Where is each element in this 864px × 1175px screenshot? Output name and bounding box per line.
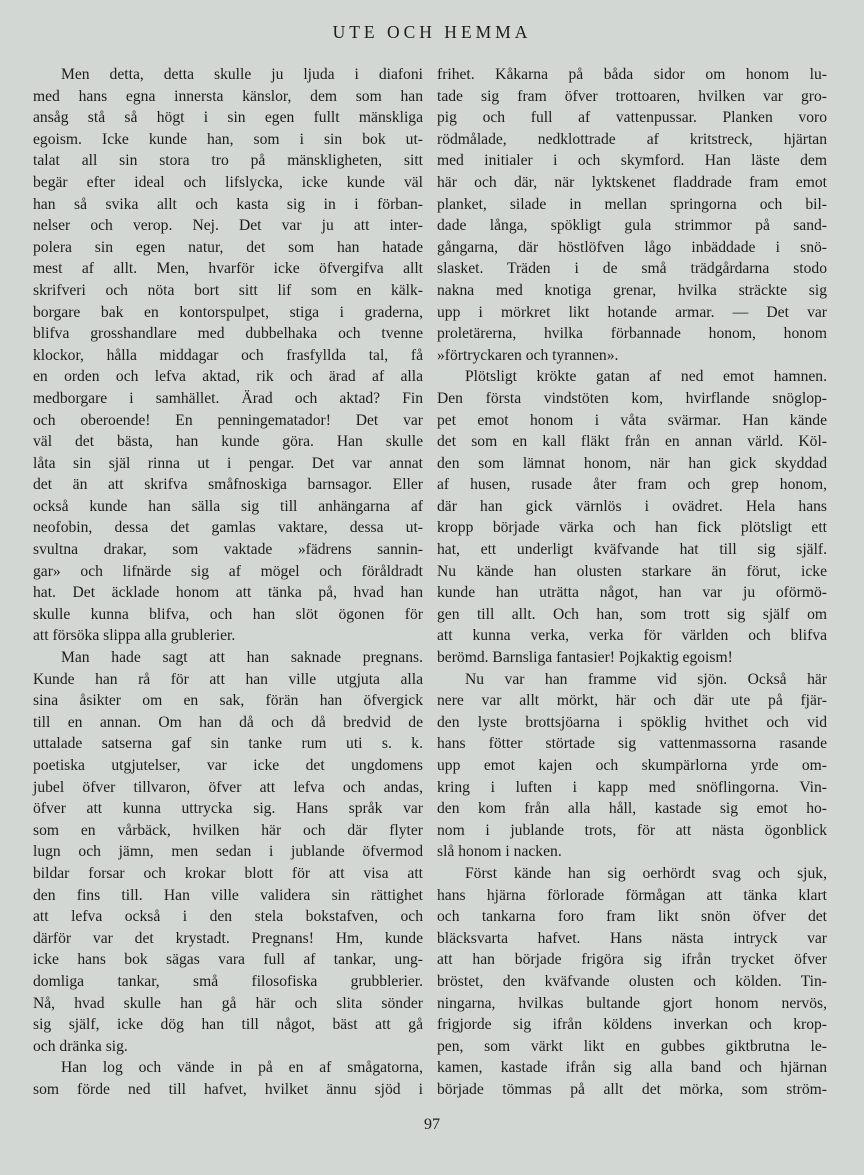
right-column-line: Nu kände han olusten starkare än förut, icke <box>437 562 827 580</box>
right-column-line: gen till allt. Och han, som trott sig själf om <box>437 605 827 623</box>
right-column-line: frihet. Kåkarna på båda sidor om honom lu- <box>437 66 827 83</box>
right-column-line: tade sig fram öfver trottoaren, hvilken var gro- <box>437 87 827 105</box>
right-column-line: Plötsligt krökte gatan af ned emot hamnen. <box>465 368 827 386</box>
left-column-line: Men detta, detta skulle ju ljuda i diafoni <box>61 66 423 83</box>
left-column-line: bildar forsar och krokar blott för att visa att <box>33 864 423 882</box>
left-column-line: låta sin själ rinna ut i pengar. Det var annat <box>33 454 423 472</box>
right-column-line: kropp började värka och han fick plötsligt ett <box>437 519 827 537</box>
page-number: 97 <box>424 1116 440 1133</box>
left-column-line: klockor, hålla middagar och frasfyllda tal, få <box>33 346 423 364</box>
left-column-line: jubel öfver tillvaron, öfver att lefva och andas, <box>33 778 423 796</box>
left-column-line: uttalade satserna gaf sin tanke rum uti s. k. <box>33 735 423 753</box>
right-column-line: pen, som värkt likt en gubbes giktbrutna le- <box>437 1037 827 1055</box>
left-column-line: mest af allt. Men, hvarför icke öfvergifva allt <box>33 260 423 278</box>
left-column-line: sina åsikter om en sak, förän han öfvergick <box>33 692 423 710</box>
left-column-line: talat all sin stora tro på mänskligheten, sitt <box>33 152 423 170</box>
right-column-line: rödmålade, nedklottrade af kritstreck, hjärtan <box>437 130 827 148</box>
left-column-line: Kunde han rå för att han ville utgjuta alla <box>33 670 423 688</box>
running-header: UTE OCH HEMMA <box>332 22 532 42</box>
left-column-line: med hans egna innersta känslor, dem som han <box>33 87 423 105</box>
right-column-line: nom i jublande trots, för att nästa ögonblick <box>437 821 827 839</box>
right-column-line: Den första vindstöten kom, hvirflande snögl​op- <box>437 389 827 407</box>
left-column-line: och oberoende! En penningematador! Det var <box>33 411 423 429</box>
right-column-line: den som lämnat honom, när han gick skyddad <box>437 454 827 472</box>
left-column-line: borgare bak en kontorspulpet, stiga i graderna, <box>33 303 423 321</box>
left-column-line: gar» och lifnärde sig af mögel och föråldradt <box>33 562 423 580</box>
left-column-line: det än att skrifva småfnoskiga barnsagor. Eller <box>33 476 423 494</box>
right-column-line: nakna med knotiga grenar, hvilka sträckte sig <box>437 281 827 299</box>
right-column-line: den lyste brottsjöarna i spöklig hvithet och vid <box>437 713 827 731</box>
left-column-line: väl det bästa, han kunde göra. Han skulle <box>33 433 423 451</box>
left-column-line: till en annan. Om han då och då bredvid de <box>33 713 423 731</box>
left-column-line: ansåg stå så högt i sin egen fullt mänskliga <box>33 109 423 127</box>
left-column-line: som förde ned till hafvet, hvilket ännu sjöd i <box>33 1080 423 1098</box>
left-column-line: medborgare i samhället. Ärad och aktad? Fin <box>33 389 423 407</box>
right-column-line: gångarna, där höstlöfven lågo inbäddade i snö- <box>437 238 827 256</box>
right-column-line: att han började frigöra sig ifrån trycket öfver <box>437 951 827 969</box>
left-column-line: skulle kunna blifva, och han slöt ögonen för <box>33 605 423 623</box>
right-column-line: dade långa, spökligt gula strimmor på sand- <box>437 217 827 235</box>
right-column-line: kring i luften i kapp med snöflingorna. Vin- <box>437 778 827 796</box>
right-column-line: ningarna, hvilkas bultande gjort honom nervös, <box>437 994 827 1012</box>
right-column-line: det som en kall fläkt från en annan värld. Köl- <box>437 433 827 451</box>
right-column <box>437 64 827 1101</box>
right-column-line: planket, silade in mellan springorna och bil- <box>437 195 827 213</box>
left-column-line: och dränka sig. <box>33 1037 128 1055</box>
right-column-line: hans fötter störtade sig vattenmassorna rasande <box>437 735 827 753</box>
left-column-line: den fins till. Han ville validera sin rättighet <box>33 886 423 904</box>
left-column-line: nelser och verop. Nej. Det var ju att inter- <box>33 217 423 235</box>
left-column-line: neofobin, dessa det gamlas vaktare, dessa ut- <box>33 519 423 537</box>
left-column-line: öfver att kunna uttrycka sig. Hans språk var <box>33 800 423 818</box>
right-column-line: nere var allt mörkt, här och där ute på fjär- <box>437 692 827 710</box>
left-column-line: hat. Det äcklade honom att tänka på, hvad han <box>33 584 423 602</box>
right-column-line: slå honom i nacken. <box>437 843 562 861</box>
left-column-line: sig själf, icke dög han till något, bäst att gå <box>33 1016 423 1034</box>
right-column-line: upp emot kajen och skumpärlorna yrde om- <box>437 757 827 774</box>
left-column-line: en orden och lefva aktad, rik och ärad af alla <box>33 368 423 386</box>
right-column-line: hans hjärna förlorade förmågan att tänka klart <box>437 886 827 904</box>
right-column-line: att kunna verka, verka för världen och blifva <box>437 627 827 645</box>
right-column-line: pet emot honom i våta svärmar. Han kände <box>437 411 827 429</box>
left-column-line: svultna drakar, som vaktade »fädrens sannin- <box>33 541 423 559</box>
left-column-line: blifva grosshandlare med dubbelhaka och tvenne <box>33 325 423 343</box>
right-column-line: »förtryckaren och tyrannen». <box>437 346 619 364</box>
left-column-line: domliga tankar, små filosofiska grubblerier. <box>33 972 423 990</box>
right-column-line: slasket. Träden i de små trädgårdarna stodo <box>437 260 827 278</box>
right-column-line: och tankarna foro fram likt snön öfver det <box>437 908 827 926</box>
right-column-line: började tömmas på allt det mörka, som ström- <box>437 1080 827 1098</box>
left-column-line: poetiska utgjutelser, var icke det ungdomens <box>33 757 423 774</box>
right-column-line: Först kände han sig oerhördt svag och sjuk, <box>465 864 827 882</box>
left-column-line: som en vårbäck, hvilken här och där flyter <box>33 821 423 839</box>
left-column-line: därför var det krystadt. Pregnans! Hm, kunde <box>33 929 423 947</box>
right-column-line: af husen, rusade åter fram och grep honom, <box>437 476 827 494</box>
right-column-line: där han gick värnlös i ovädret. Hela hans <box>437 497 827 515</box>
right-column-line: bläcksvarta hafvet. Hans nästa intryck var <box>437 929 827 947</box>
right-column-line: berömd. Barnsliga fantasier! Pojkaktig egoism! <box>437 649 733 667</box>
left-column-line: att försöka slippa alla grublerier. <box>33 627 236 645</box>
left-column-line: han så svika allt och kasta sig in i förban- <box>33 195 423 213</box>
left-column-line: egoism. Icke kunde han, som i sin bok ut- <box>33 130 423 148</box>
right-column-line: upp i mörkret likt hotande armar. — Det var <box>437 303 827 321</box>
right-column-line: kunde han uträtta något, han var ju oförmö- <box>437 584 827 602</box>
right-column-line: Nu var han framme vid sjön. Också här <box>465 670 827 688</box>
right-column-line: kamen, kastade ifrån sig alla band och hjärnan <box>437 1059 827 1077</box>
right-column-line: frigjorde sig ifrån köldens inverkan och krop- <box>437 1016 827 1034</box>
right-column-line: här och där, när lyktskenet fladdrade fram emot <box>437 173 827 191</box>
right-column-line: bröstet, den kväfvande olusten och kölden. Tin- <box>437 972 827 990</box>
right-column-line: hat, ett underligt kväfvande hat till sig själf. <box>437 541 827 559</box>
left-column <box>33 64 423 1101</box>
right-column-line: proletärerna, hvilka förbannade honom, honom <box>437 325 827 343</box>
left-column-line: att lefva också i den stela bokstafven, och <box>33 908 423 926</box>
left-column-line: Nå, hvad skulle han gå här och slita sönder <box>33 994 423 1012</box>
left-column-line: också kunde han sälla sig till anhängarna af <box>33 497 423 515</box>
left-column-line: Man hade sagt att han saknade pregnans. <box>61 649 423 667</box>
left-column-line: polera sin egen natur, det som han hatade <box>33 238 423 256</box>
left-column-line: skrifveri och nöta bort sitt lif som en kälk- <box>33 281 423 299</box>
right-column-line: den kom från alla håll, kastade sig emot ho- <box>437 800 827 818</box>
left-column-line: lugn och jämn, men sedan i jublande öfvermod <box>33 843 423 861</box>
right-column-line: med initialer i och skymford. Han läste dem <box>437 152 827 170</box>
right-column-line: pig och full af vattenpussar. Planken voro <box>437 109 827 127</box>
left-column-line: begär efter ideal och lifslycka, icke kunde väl <box>33 173 423 191</box>
left-column-line: Han log och vände in på en af smågatorna, <box>61 1059 423 1077</box>
left-column-line: icke hans bok sägas vara full af tankar, ung- <box>33 951 423 969</box>
